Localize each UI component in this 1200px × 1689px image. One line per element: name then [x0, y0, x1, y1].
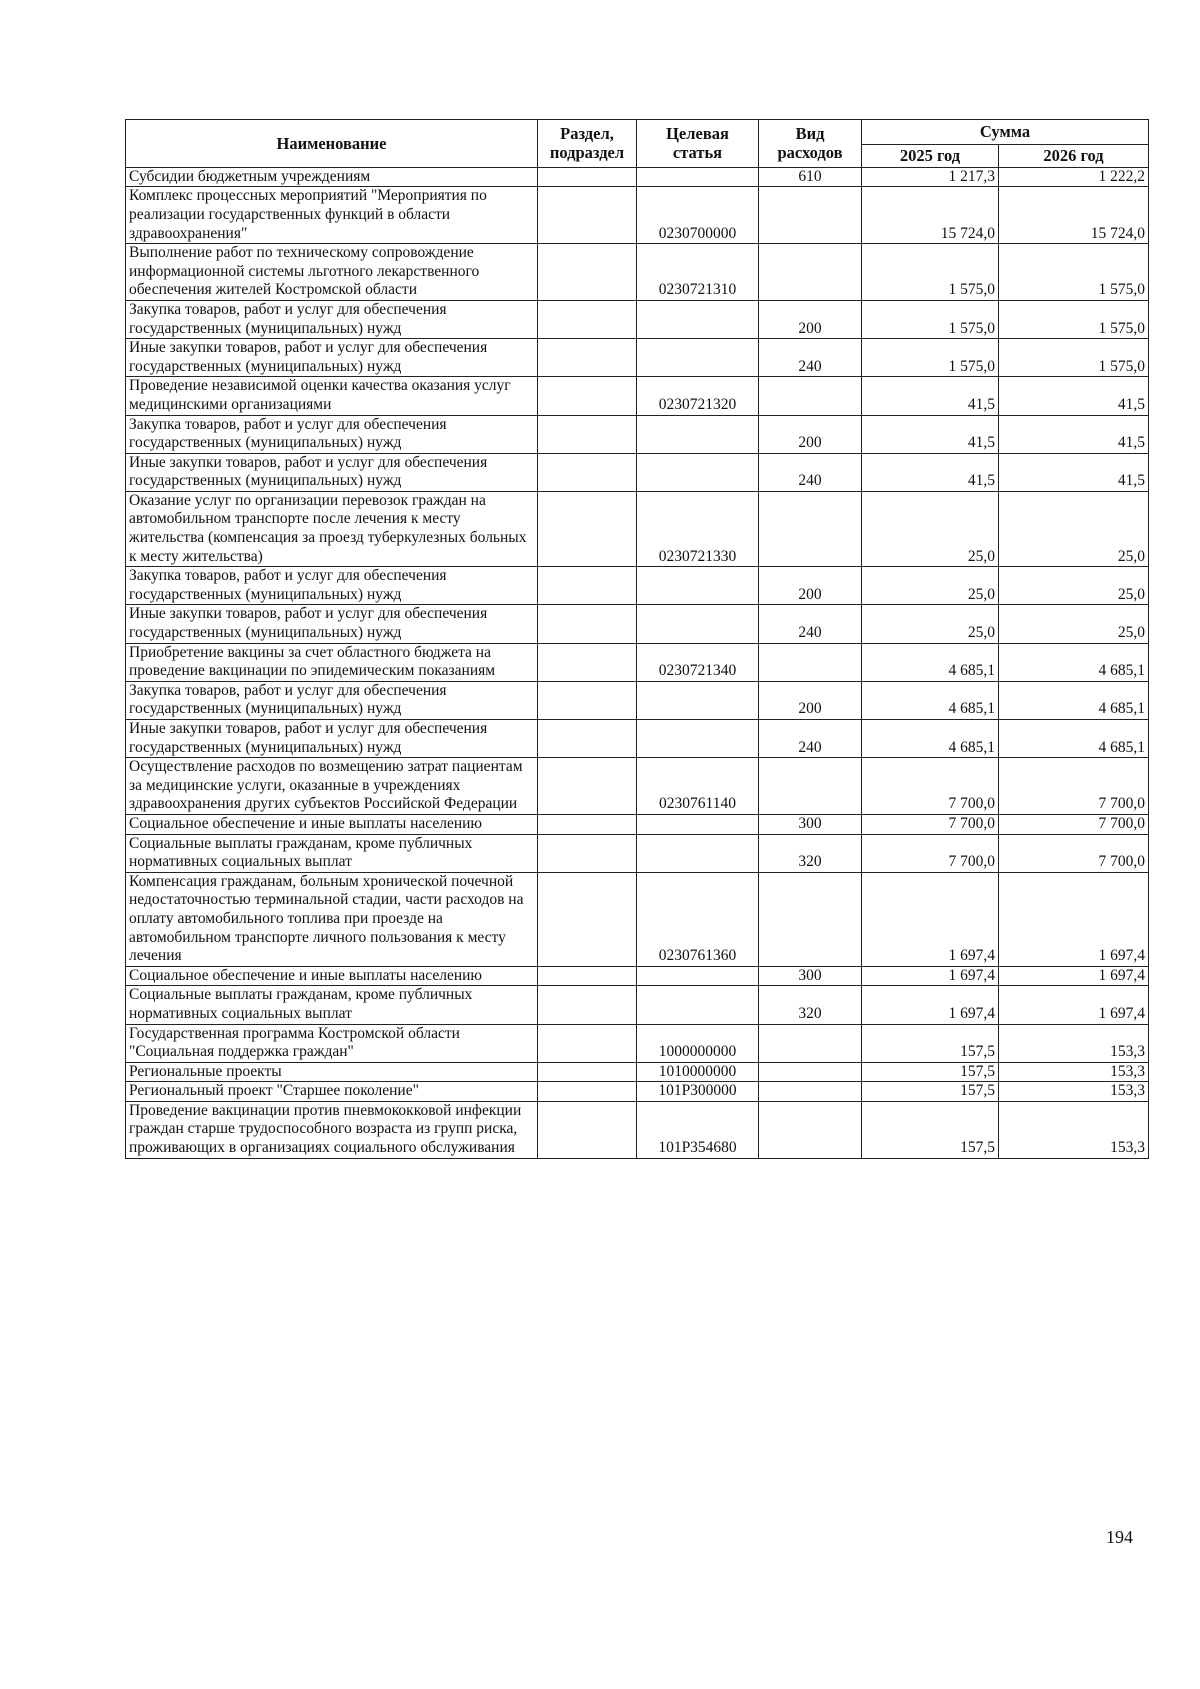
- row-amount-2026: 1 575,0: [999, 244, 1149, 301]
- row-section: [538, 491, 637, 566]
- row-amount-2025: 1 697,4: [862, 966, 999, 986]
- row-name: Закупка товаров, работ и услуг для обеспечения государственных (муниципальных) нужд: [126, 567, 538, 605]
- row-amount-2025: 25,0: [862, 567, 999, 605]
- row-section: [538, 377, 637, 415]
- row-expense-kind: [759, 1024, 862, 1062]
- header-target-line1: Целевая: [666, 123, 729, 143]
- row-expense-kind: 320: [759, 986, 862, 1024]
- row-amount-2025: 7 700,0: [862, 758, 999, 815]
- budget-table: [125, 119, 1149, 1159]
- row-amount-2026: 1 697,4: [999, 872, 1149, 966]
- row-amount-2025: 1 575,0: [862, 300, 999, 338]
- row-amount-2026: 41,5: [999, 377, 1149, 415]
- header-target: [637, 120, 759, 168]
- row-expense-kind: 240: [759, 453, 862, 491]
- row-amount-2026: 153,3: [999, 1082, 1149, 1102]
- row-section: [538, 567, 637, 605]
- row-amount-2026: 25,0: [999, 567, 1149, 605]
- row-amount-2026: 153,3: [999, 1024, 1149, 1062]
- row-section: [538, 1101, 637, 1158]
- row-target-code: [637, 681, 759, 719]
- header-sum: Сумма: [862, 120, 1149, 145]
- row-target-code: [637, 415, 759, 453]
- table-row: [126, 187, 1149, 244]
- row-amount-2026: 4 685,1: [999, 681, 1149, 719]
- row-target-code: 1010000000: [637, 1062, 759, 1082]
- row-amount-2026: 1 222,2: [999, 167, 1149, 187]
- row-name: Региональный проект "Старшее поколение": [126, 1082, 538, 1102]
- table-row: [126, 567, 1149, 605]
- row-amount-2025: 4 685,1: [862, 720, 999, 758]
- table-row: [126, 491, 1149, 566]
- row-section: [538, 300, 637, 338]
- header-section-line2: подраздел: [549, 143, 625, 163]
- row-amount-2026: 1 575,0: [999, 300, 1149, 338]
- table-row: [126, 681, 1149, 719]
- row-name: Проведение независимой оценки качества оказания услуг медицинскими организациями: [126, 377, 538, 415]
- row-expense-kind: [759, 1082, 862, 1102]
- table-row: [126, 1062, 1149, 1082]
- header-year-2025: 2025 год: [862, 145, 999, 168]
- row-amount-2025: 41,5: [862, 453, 999, 491]
- row-target-code: 101P354680: [637, 1101, 759, 1158]
- row-name: Выполнение работ по техническому сопровождение информационной системы льготного лекарственного обеспечения жителей Костромской области: [126, 244, 538, 301]
- row-target-code: 0230721310: [637, 244, 759, 301]
- table-row: [126, 300, 1149, 338]
- row-expense-kind: 200: [759, 681, 862, 719]
- table-row: [126, 758, 1149, 815]
- row-name: Социальное обеспечение и иные выплаты населению: [126, 966, 538, 986]
- row-expense-kind: [759, 643, 862, 681]
- table-row: [126, 244, 1149, 301]
- header-section-line1: Раздел,: [560, 123, 614, 143]
- row-target-code: 0230721340: [637, 643, 759, 681]
- row-target-code: [637, 300, 759, 338]
- table-row: [126, 966, 1149, 986]
- row-amount-2025: 1 575,0: [862, 244, 999, 301]
- row-target-code: [637, 567, 759, 605]
- row-section: [538, 758, 637, 815]
- row-section: [538, 167, 637, 187]
- row-section: [538, 1024, 637, 1062]
- row-section: [538, 1062, 637, 1082]
- row-amount-2026: 7 700,0: [999, 814, 1149, 834]
- row-section: [538, 1082, 637, 1102]
- table-row: [126, 1101, 1149, 1158]
- table-row: [126, 377, 1149, 415]
- row-target-code: [637, 814, 759, 834]
- table-row: [126, 453, 1149, 491]
- row-amount-2026: 4 685,1: [999, 643, 1149, 681]
- row-target-code: [637, 720, 759, 758]
- row-expense-kind: [759, 187, 862, 244]
- row-name: Иные закупки товаров, работ и услуг для обеспечения государственных (муниципальных) нужд: [126, 339, 538, 377]
- row-section: [538, 643, 637, 681]
- row-target-code: [637, 834, 759, 872]
- row-section: [538, 814, 637, 834]
- row-amount-2025: 25,0: [862, 491, 999, 566]
- row-target-code: [637, 986, 759, 1024]
- table-row: [126, 834, 1149, 872]
- row-expense-kind: [759, 1101, 862, 1158]
- row-amount-2026: 41,5: [999, 415, 1149, 453]
- row-amount-2026: 7 700,0: [999, 758, 1149, 815]
- row-section: [538, 187, 637, 244]
- row-name: Социальные выплаты гражданам, кроме публичных нормативных социальных выплат: [126, 986, 538, 1024]
- row-name: Проведение вакцинации против пневмококковой инфекции граждан старше трудоспособного возраста из групп риска, проживающих в организациях социального обслуживания: [126, 1101, 538, 1158]
- row-expense-kind: 240: [759, 720, 862, 758]
- row-name: Иные закупки товаров, работ и услуг для обеспечения государственных (муниципальных) нужд: [126, 720, 538, 758]
- row-target-code: 0230721330: [637, 491, 759, 566]
- row-amount-2026: 153,3: [999, 1101, 1149, 1158]
- row-amount-2025: 157,5: [862, 1024, 999, 1062]
- row-target-code: [637, 605, 759, 643]
- table-row: [126, 1082, 1149, 1102]
- row-amount-2025: 1 697,4: [862, 986, 999, 1024]
- row-name: Компенсация гражданам, больным хронической почечной недостаточностью терминальной стадии, части расходов на оплату автомобильного топлива при проезде на автомобильном транспорте личного пользования к месту лечения: [126, 872, 538, 966]
- row-amount-2025: 41,5: [862, 415, 999, 453]
- header-name: Наименование: [126, 120, 538, 168]
- row-amount-2026: 25,0: [999, 491, 1149, 566]
- header-kind: [759, 120, 862, 168]
- table-row: [126, 605, 1149, 643]
- row-name: Субсидии бюджетным учреждениям: [126, 167, 538, 187]
- row-name: Комплекс процессных мероприятий "Мероприятия по реализации государственных функций в области здравоохранения": [126, 187, 538, 244]
- row-amount-2025: 25,0: [862, 605, 999, 643]
- header-target-line2: статья: [672, 143, 723, 163]
- row-target-code: 0230761140: [637, 758, 759, 815]
- row-target-code: [637, 339, 759, 377]
- row-amount-2026: 1 697,4: [999, 966, 1149, 986]
- row-amount-2025: 4 685,1: [862, 681, 999, 719]
- row-section: [538, 339, 637, 377]
- row-amount-2026: 153,3: [999, 1062, 1149, 1082]
- row-amount-2026: 1 697,4: [999, 986, 1149, 1024]
- row-expense-kind: [759, 244, 862, 301]
- row-name: Приобретение вакцины за счет областного бюджета на проведение вакцинации по эпидемическим показаниям: [126, 643, 538, 681]
- row-expense-kind: [759, 491, 862, 566]
- row-expense-kind: [759, 377, 862, 415]
- row-expense-kind: 300: [759, 966, 862, 986]
- row-expense-kind: 200: [759, 415, 862, 453]
- row-amount-2026: 25,0: [999, 605, 1149, 643]
- row-target-code: [637, 167, 759, 187]
- row-name: Закупка товаров, работ и услуг для обеспечения государственных (муниципальных) нужд: [126, 300, 538, 338]
- header-section: [538, 120, 637, 168]
- row-amount-2025: 157,5: [862, 1062, 999, 1082]
- row-target-code: [637, 453, 759, 491]
- row-name: Социальное обеспечение и иные выплаты населению: [126, 814, 538, 834]
- table-row: [126, 1024, 1149, 1062]
- row-expense-kind: 200: [759, 567, 862, 605]
- row-amount-2025: 4 685,1: [862, 643, 999, 681]
- table-row: [126, 339, 1149, 377]
- row-target-code: 0230761360: [637, 872, 759, 966]
- row-amount-2026: 7 700,0: [999, 834, 1149, 872]
- row-amount-2025: 7 700,0: [862, 814, 999, 834]
- row-amount-2026: 15 724,0: [999, 187, 1149, 244]
- row-expense-kind: 200: [759, 300, 862, 338]
- row-expense-kind: 320: [759, 834, 862, 872]
- row-name: Осуществление расходов по возмещению затрат пациентам за медицинские услуги, оказанные в учреждениях здравоохранения других субъектов Российской Федерации: [126, 758, 538, 815]
- row-target-code: 1000000000: [637, 1024, 759, 1062]
- row-amount-2025: 41,5: [862, 377, 999, 415]
- row-section: [538, 415, 637, 453]
- row-expense-kind: [759, 872, 862, 966]
- table-row: [126, 415, 1149, 453]
- row-amount-2026: 41,5: [999, 453, 1149, 491]
- row-amount-2025: 1 697,4: [862, 872, 999, 966]
- row-name: Иные закупки товаров, работ и услуг для обеспечения государственных (муниципальных) нужд: [126, 605, 538, 643]
- row-amount-2025: 1 217,3: [862, 167, 999, 187]
- row-amount-2025: 157,5: [862, 1101, 999, 1158]
- row-name: Закупка товаров, работ и услуг для обеспечения государственных (муниципальных) нужд: [126, 415, 538, 453]
- row-expense-kind: [759, 1062, 862, 1082]
- row-expense-kind: 610: [759, 167, 862, 187]
- row-target-code: 0230700000: [637, 187, 759, 244]
- row-expense-kind: 240: [759, 605, 862, 643]
- table-row: [126, 814, 1149, 834]
- row-section: [538, 244, 637, 301]
- row-amount-2026: 1 575,0: [999, 339, 1149, 377]
- row-name: Закупка товаров, работ и услуг для обеспечения государственных (муниципальных) нужд: [126, 681, 538, 719]
- page-number: 194: [1106, 1527, 1133, 1547]
- table-header: [126, 120, 1149, 168]
- row-section: [538, 966, 637, 986]
- row-expense-kind: 300: [759, 814, 862, 834]
- table-row: [126, 643, 1149, 681]
- row-target-code: 0230721320: [637, 377, 759, 415]
- table-row: [126, 167, 1149, 187]
- row-amount-2025: 7 700,0: [862, 834, 999, 872]
- row-section: [538, 834, 637, 872]
- table-row: [126, 986, 1149, 1024]
- row-target-code: [637, 966, 759, 986]
- row-name: Государственная программа Костромской области "Социальная поддержка граждан": [126, 1024, 538, 1062]
- row-section: [538, 872, 637, 966]
- row-target-code: 101P300000: [637, 1082, 759, 1102]
- table-row: [126, 872, 1149, 966]
- row-section: [538, 605, 637, 643]
- table-row: [126, 720, 1149, 758]
- table-body: [126, 167, 1149, 1158]
- row-section: [538, 986, 637, 1024]
- row-expense-kind: 240: [759, 339, 862, 377]
- row-amount-2025: 1 575,0: [862, 339, 999, 377]
- row-name: Региональные проекты: [126, 1062, 538, 1082]
- row-section: [538, 720, 637, 758]
- row-amount-2025: 15 724,0: [862, 187, 999, 244]
- row-amount-2025: 157,5: [862, 1082, 999, 1102]
- row-name: Социальные выплаты гражданам, кроме публичных нормативных социальных выплат: [126, 834, 538, 872]
- row-amount-2026: 4 685,1: [999, 720, 1149, 758]
- header-kind-line1: Вид: [795, 123, 825, 143]
- header-kind-line2: расходов: [777, 143, 843, 163]
- row-name: Иные закупки товаров, работ и услуг для обеспечения государственных (муниципальных) нужд: [126, 453, 538, 491]
- header-year-2026: 2026 год: [999, 145, 1149, 168]
- row-expense-kind: [759, 758, 862, 815]
- row-name: Оказание услуг по организации перевозок граждан на автомобильном транспорте после лечения к месту жительства (компенсация за проезд туберкулезных больных к месту жительства): [126, 491, 538, 566]
- row-section: [538, 453, 637, 491]
- row-section: [538, 681, 637, 719]
